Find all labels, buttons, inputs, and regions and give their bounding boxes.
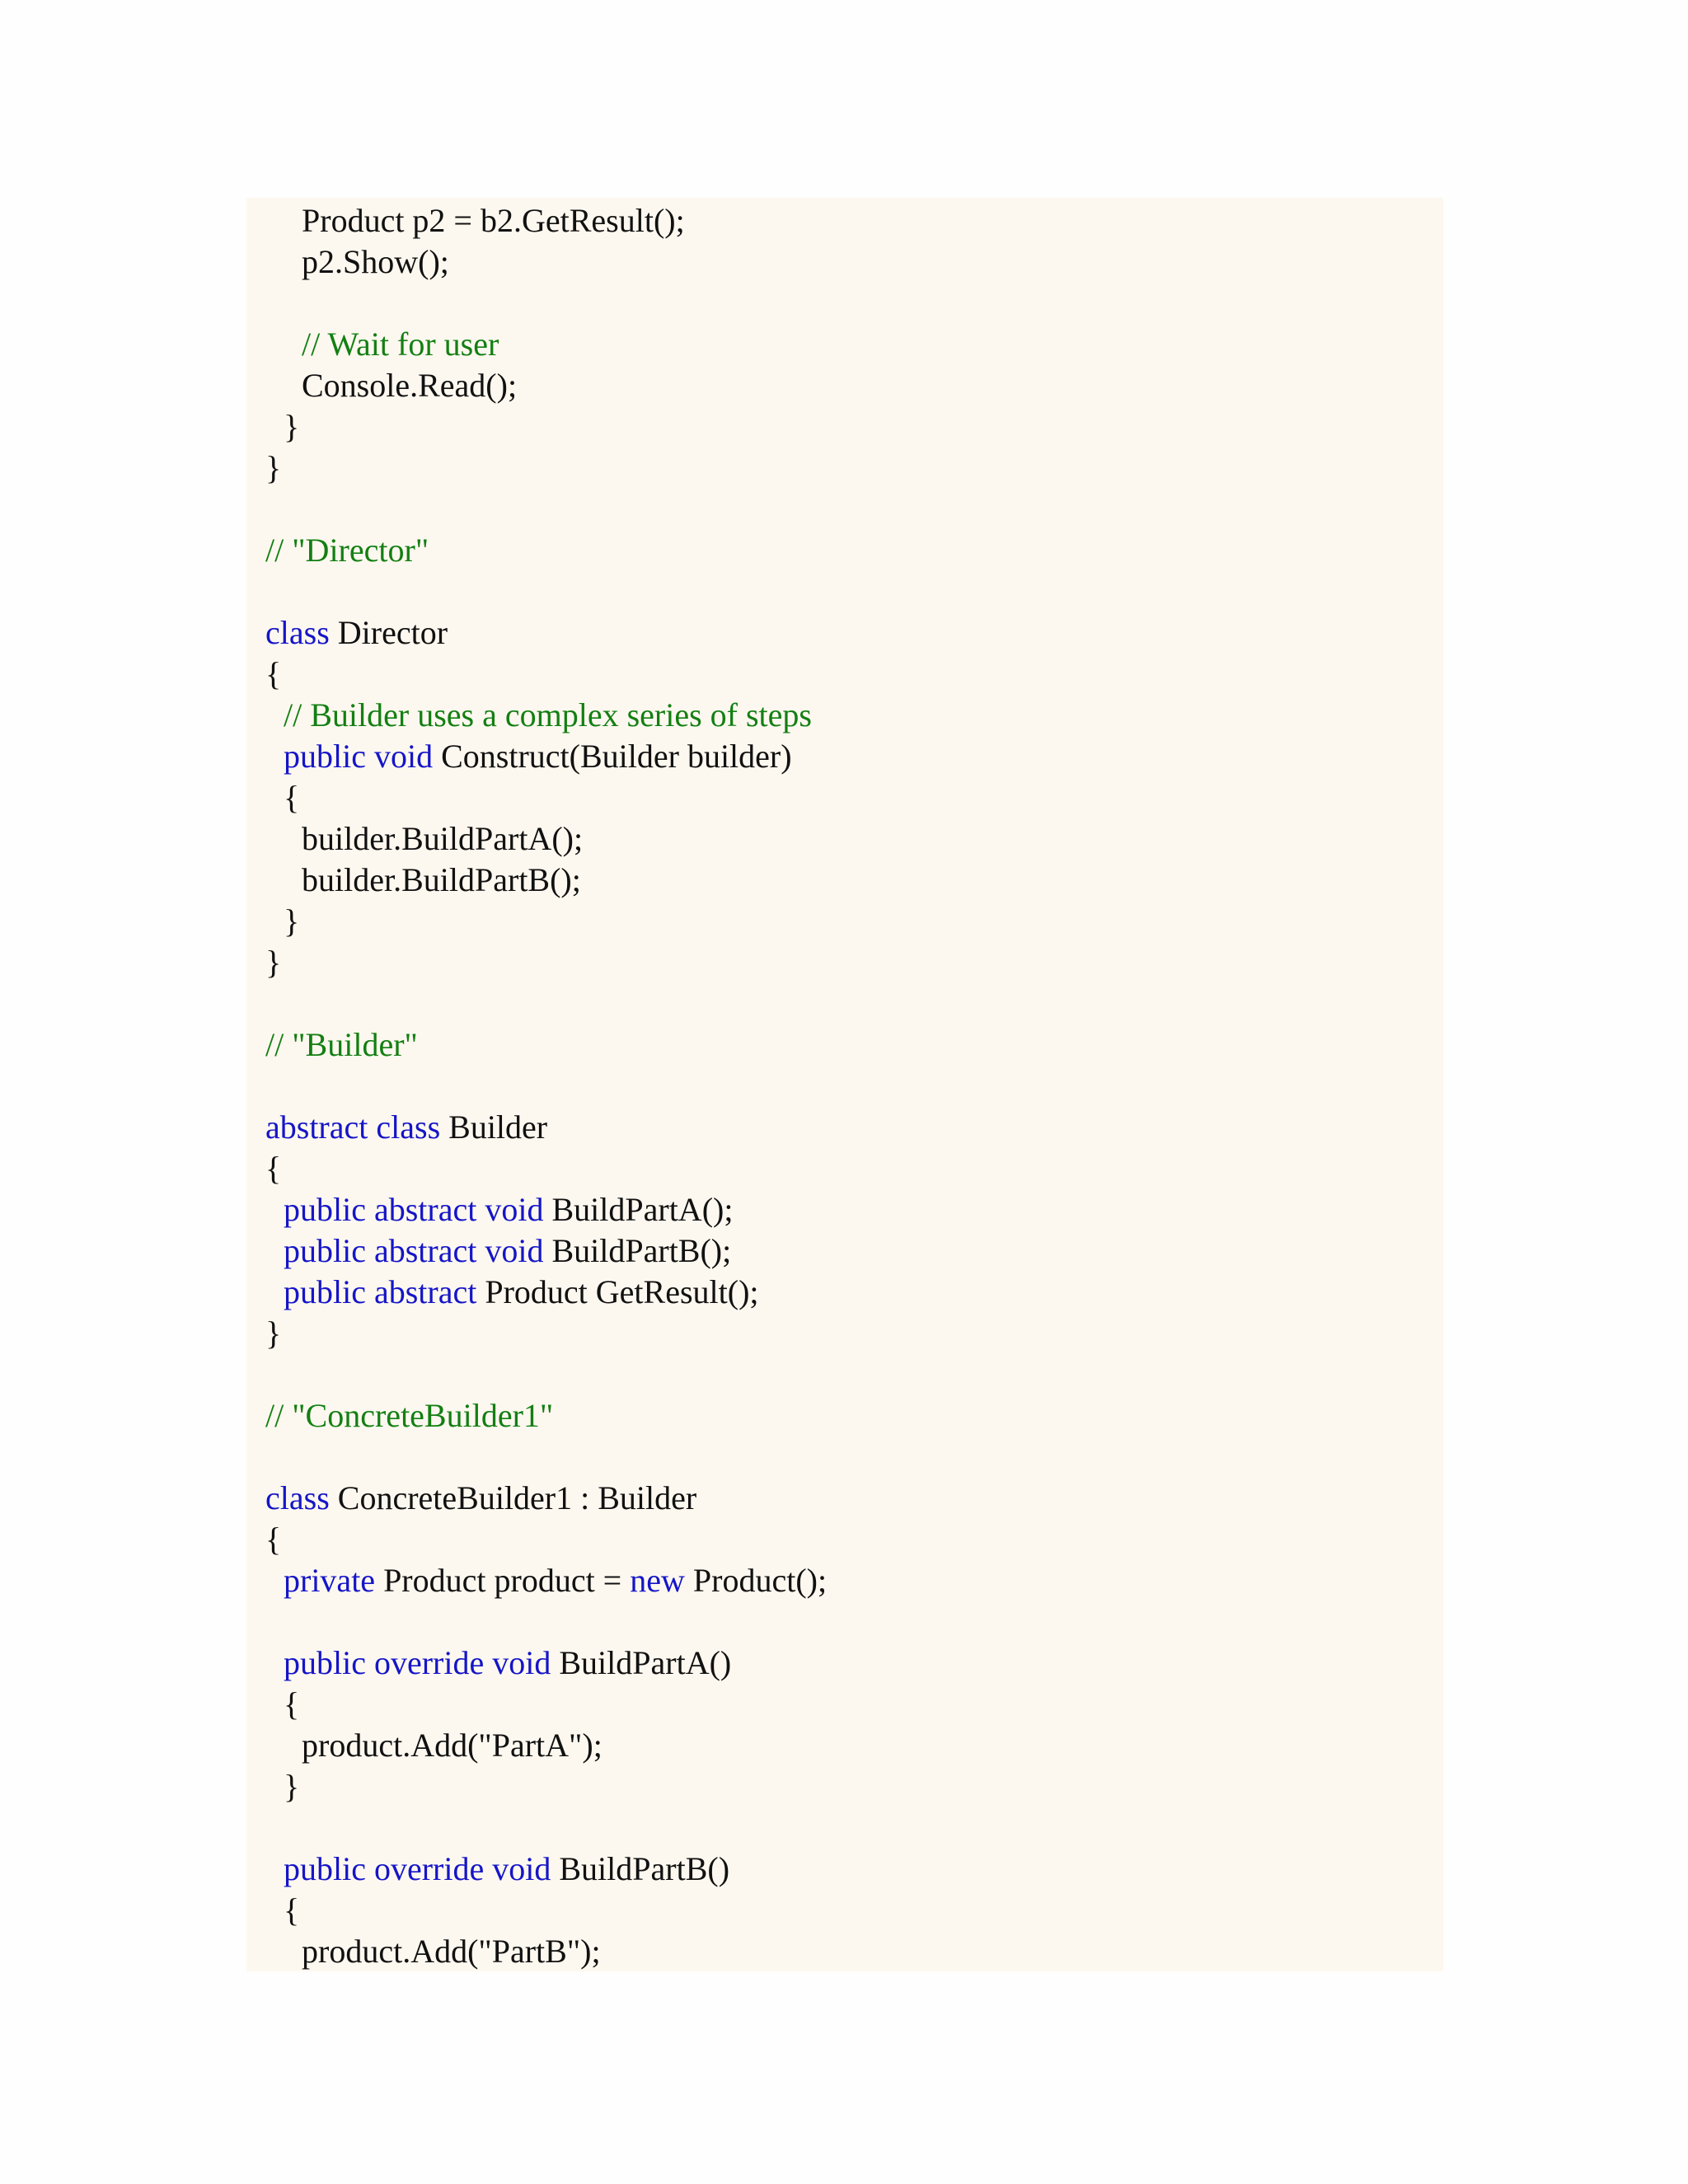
- code-line: [284, 406, 299, 448]
- code-text: Console.Read();: [302, 367, 518, 404]
- code-keyword: public override void: [284, 1644, 551, 1681]
- code-line: [284, 695, 812, 736]
- code-comment: // "Builder": [265, 1026, 418, 1063]
- code-text: }: [284, 902, 300, 940]
- code-line: [265, 1107, 547, 1148]
- code-comment: // "ConcreteBuilder1": [265, 1397, 554, 1434]
- code-text: }: [284, 1768, 300, 1805]
- code-text: product.Add("PartA");: [302, 1727, 603, 1764]
- code-line: [284, 1189, 733, 1230]
- code-block: [246, 198, 1443, 1971]
- code-line: [284, 1643, 731, 1684]
- code-text: Product();: [684, 1562, 828, 1599]
- code-text: }: [265, 449, 282, 486]
- code-text: }: [284, 408, 300, 445]
- code-line: [265, 1024, 418, 1066]
- code-line: [265, 654, 281, 695]
- code-text: Director: [329, 614, 448, 651]
- code-text: builder.BuildPartA();: [302, 820, 584, 857]
- code-line: [284, 777, 299, 818]
- code-line: [284, 1560, 827, 1601]
- code-text: Product p2 = b2.GetResult();: [302, 202, 685, 239]
- code-line: [302, 1725, 603, 1766]
- code-line: [284, 1849, 729, 1890]
- code-line: [265, 448, 281, 489]
- code-text: Product product =: [375, 1562, 631, 1599]
- code-keyword: new: [630, 1562, 685, 1599]
- code-text: ConcreteBuilder1 : Builder: [329, 1479, 697, 1516]
- code-line: [265, 530, 429, 571]
- code-line: [302, 200, 685, 241]
- code-comment: // Builder uses a complex series of steps: [284, 696, 812, 733]
- code-line: [284, 736, 792, 777]
- code-line: [284, 1272, 759, 1313]
- code-text: product.Add("PartB");: [302, 1933, 601, 1970]
- code-line: [302, 365, 517, 406]
- code-keyword: public abstract: [284, 1273, 477, 1310]
- code-line: [265, 1519, 281, 1560]
- code-keyword: class: [265, 614, 330, 651]
- code-keyword: abstract class: [265, 1108, 441, 1146]
- code-comment: // "Director": [265, 532, 429, 569]
- code-text: {: [265, 1521, 282, 1558]
- code-keyword: public abstract void: [284, 1232, 544, 1269]
- code-keyword: public override void: [284, 1850, 551, 1887]
- code-text: }: [265, 944, 282, 981]
- code-line: [284, 901, 299, 942]
- code-keyword: public abstract void: [284, 1191, 544, 1228]
- code-text: Builder: [440, 1108, 548, 1146]
- code-keyword: class: [265, 1479, 330, 1516]
- code-text: {: [284, 1685, 300, 1722]
- code-text: BuildPartA();: [543, 1191, 734, 1228]
- code-text: {: [265, 1150, 282, 1187]
- code-line: [302, 1931, 601, 1972]
- code-line: [265, 1395, 553, 1436]
- code-line: [265, 1478, 696, 1519]
- code-text: Construct(Builder builder): [433, 738, 792, 775]
- code-line: [302, 241, 449, 283]
- code-line: [302, 818, 583, 860]
- code-keyword: public void: [284, 738, 434, 775]
- code-line: [265, 612, 448, 654]
- code-line: [302, 324, 499, 365]
- code-line: [265, 942, 281, 983]
- code-keyword: private: [284, 1562, 376, 1599]
- code-line: [302, 860, 581, 901]
- code-comment: // Wait for user: [302, 326, 499, 363]
- code-line: [265, 1313, 281, 1354]
- code-line: [265, 1148, 281, 1189]
- code-text: Product GetResult();: [476, 1273, 759, 1310]
- code-text: }: [265, 1315, 282, 1352]
- code-line: [284, 1684, 299, 1725]
- code-text: BuildPartA(): [551, 1644, 732, 1681]
- code-text: {: [284, 779, 300, 816]
- code-text: {: [265, 655, 282, 692]
- code-text: BuildPartB(): [551, 1850, 730, 1887]
- code-line: [284, 1230, 731, 1272]
- code-text: {: [284, 1891, 300, 1929]
- code-text: BuildPartB();: [543, 1232, 732, 1269]
- code-line: [284, 1890, 299, 1931]
- code-text: builder.BuildPartB();: [302, 861, 581, 898]
- code-text: p2.Show();: [302, 243, 449, 280]
- code-line: [284, 1766, 299, 1807]
